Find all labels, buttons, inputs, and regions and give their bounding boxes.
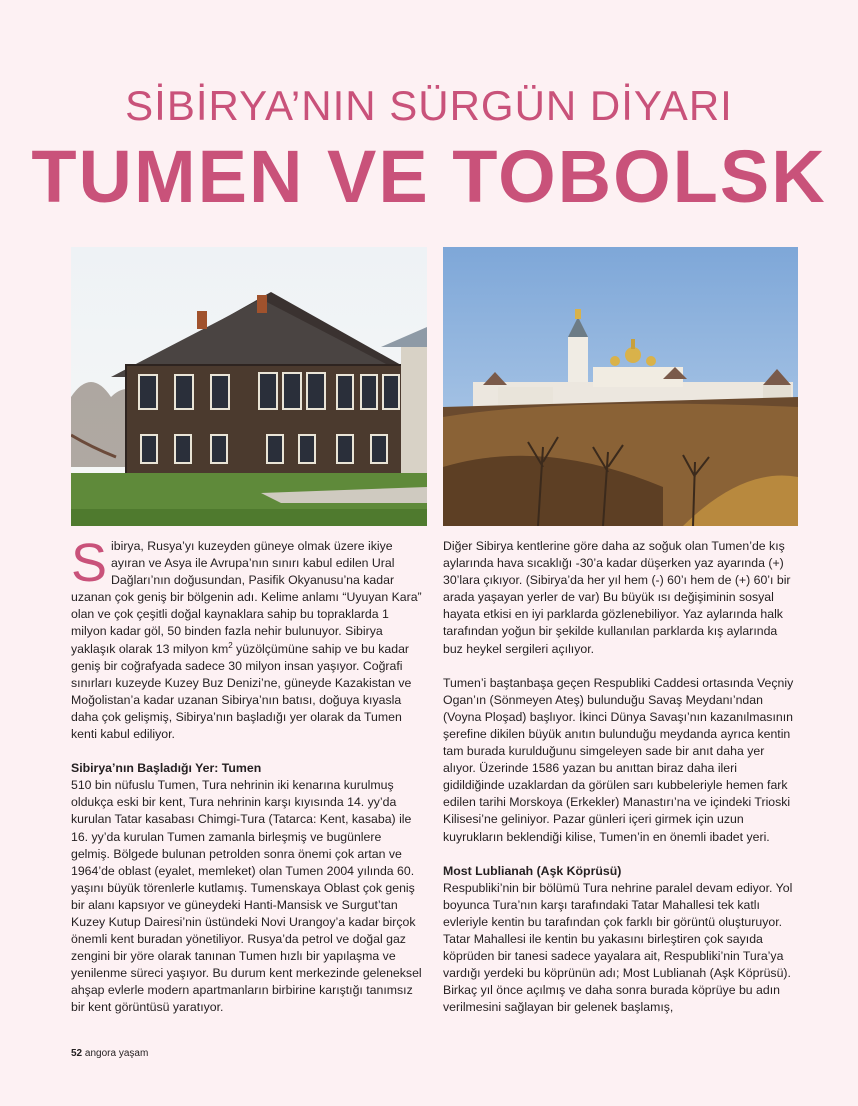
section-heading-bridge: Most Lublianah (Aşk Köprüsü) — [443, 863, 622, 878]
page-number: 52 — [71, 1048, 83, 1059]
page-footer — [71, 1048, 148, 1059]
drop-cap: S — [71, 533, 108, 593]
bridge-paragraph: Respubliki’nin bir bölümü Tura nehrine paralel devam ediyor. Yol boyunca Tura’nın karşı tarafındaki Tatar Mahallesi tek katlı evleriyle kentin bu tarafından çok farklı bir görüntü oluşturuyor. Tatar Mahallesi ile kentin bu yakasını birleştiren çok sayıda köprüden bir tanesi sadece yayalara ait, Respubliki’nin Tura’ya vardığı yerdeki bu köprünün adı; Most Lublianah (Aşk Köprüsü). Birkaç yıl önce açılmış ve daha sonra burada köprüye bu adın verilmesini sağlayan bir gelenek başlamış, — [443, 880, 793, 1015]
page-title: TUMEN VE TOBOLSK — [31, 135, 827, 218]
intro-text-end: yüzölçümüne sahip ve bu kadar geniş bir coğrafyada sadece 30 milyon insan yaşıyor. Coğrafi sınırları kuzeyde Kuzey Buz Denizi’ne, güneyde Kazakistan ve Moğolistan’a kadar uzanan Sibirya’nın batısı, doğuya kıyasla daha çok gelişmiş, Sibirya’nın başladığı yer olarak da Tumen kenti kabul ediliyor. — [71, 641, 412, 742]
superscript-2: 2 — [228, 640, 233, 650]
left-text-column — [71, 533, 423, 1034]
wooden-house-photo — [71, 247, 427, 526]
page-subtitle: SİBİRYA’NIN SÜRGÜN DİYARI — [125, 82, 733, 129]
magazine-name: angora yaşam — [84, 1048, 149, 1059]
intro-paragraph — [71, 533, 423, 743]
intro-text: ibirya, Rusya’yı kuzeyden güneye olmak üzere ikiye ayıran ve Asya ile Avrupa’nın sınırı kabul edilen Ural Dağları’nın doğusundan, Pasifik Okyanusu’na kadar uzanan çok geniş bir bölgenin adı. Kelime anlamı “Uyuyan Kara” olan ve çok çeşitli doğal kaynaklara sahip bu topraklarda 1 milyon kadar göl, 50 binden fazla nehir bulunuyor. Sibirya yaklaşık olarak 13 milyon km — [71, 539, 422, 656]
section-heading-tumen: Sibirya’nın Başladığı Yer: Tumen — [71, 761, 262, 776]
tumen-paragraph: 510 bin nüfuslu Tumen, Tura nehrinin iki kenarına kurulmuş oldukça eski bir kent, Tura nehrinin karşı kıyısında 14. yy’da kurulan Tatar kasabası Chimgi-Tura (Tatarca: Kent, kasaba) ile 16. yy’da kurulan Tumen zamanla birleşmiş ve bugünlere gelmiş. Bölgede bulunan petrolden sonra önemi çok artan ve 1964’de oblast (eyalet, memleket) olan Tumen 2004 yılında 60. yaşını büyük törenlerle kutlamış. Tumenskaya Oblast çok geniş bir alanı kapsıyor ve güneydeki Hanti-Mansisk ve Surgut’tan Kuzey Kutup Dairesi’nin üstündeki Novi Urangoy’a kadar birçok önemli kent buradan yönetiliyor. Rusya’da petrol ve doğal gaz zengini bir yöre olarak tanınan Tumen hızlı bir yapılaşma ve yenilenme süreci yaşıyor. Bu durum kent merkezinde geleneksel ahşap evlerle modern apartmanların birbirine karıştığı tanımsız bir kent görüntüsü yaratıyor. — [71, 778, 422, 1015]
climate-paragraph: Diğer Sibirya kentlerine göre daha az soğuk olan Tumen’de kış aylarında hava sıcaklığı -30’a kadar düşerken yaz ayarında (+) 30’lara çıkıyor. (Sibirya’da her yıl hem (-) 60’ı hem de (+) 60’ı bir arada yaşayan yerler de var) Bu büyük ısı değişiminin sosyal hayata etkisi en iyi parklarda gözlenebiliyor. Yaz aylarında halk tarafından yoğun bir şekilde kullanılan parklarda kış aylarında buz heykel sergileri açılıyor. — [443, 539, 791, 656]
tobolsk-kremlin-photo — [443, 247, 798, 526]
respubliki-paragraph: Tumen’i baştanbaşa geçen Respubliki Caddesi ortasında Veçniy Ogan’ın (Sönmeyen Ateş) bulunduğu Savaş Meydanı’ndan (Voyna Ploşad) başlıyor. İkinci Dünya Savaşı’nın kazanılmasının şerefine dikilen büyük anıtın bulunduğu meydanda ayrıca kentin tam burada kurulduğunu simgeleyen sade bir anıt daha yer alıyor. Üzerinde 1586 yazan bu anıttan biraz daha ileri gidildiğinde uzaklardan da görülen sarı kubbeleriyle hemen fark edilen tarihi Morskoya (Erkekler) Manastırı’na ve içindeki Trioski Kilisesi’ne geliniyor. Pazar günleri içeri girmek için uzun kuyrukların beklendiği kilise, Tumen’in en önemli ibadet yeri. — [443, 675, 794, 844]
right-text-column — [443, 538, 798, 1033]
